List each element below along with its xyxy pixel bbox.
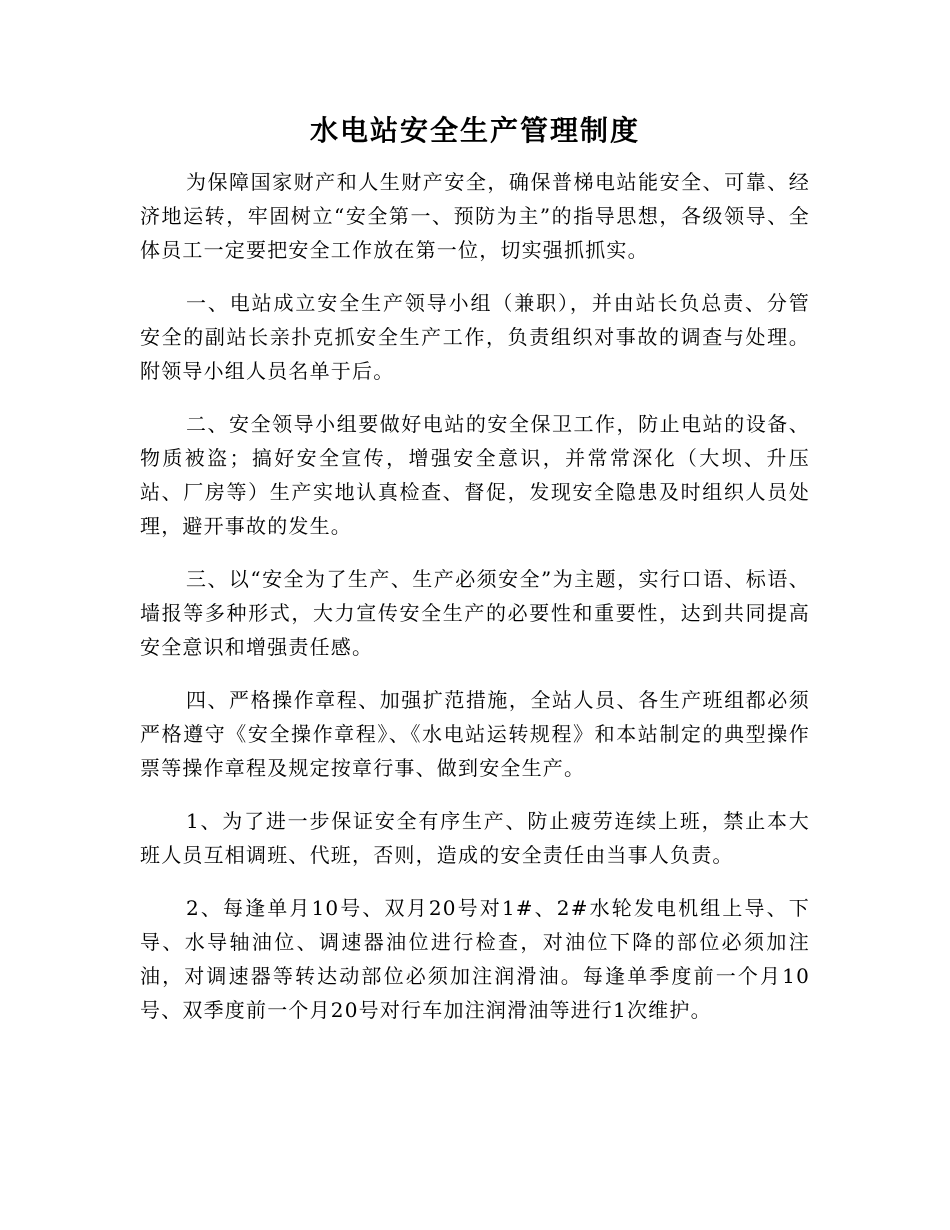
document-title: 水电站安全生产管理制度 [309,114,640,147]
paragraph-section-2: 二、安全领导小组要做好电站的安全保卫工作，防止电站的设备、物质被盗；搞好安全宣传，增强安全意识，并常常深化（大坝、升压站、厂房等）生产实地认真检查、督促，发现安全隐患及时组织人员处理，避开事故的发生。 [140,412,810,538]
paragraph-section-4: 四、严格操作章程、加强扩范措施，全站人员、各生产班组都必须严格遵守《安全操作章程》、《水电站运转规程》和本站制定的典型操作票等操作章程及规定按章行事、做到安全生产。 [140,688,810,780]
paragraph-item-2: 2、每逢单月10号、双月20号对1#、2#水轮发电机组上导、下导、水导轴油位、调速器油位进行检查，对油位下降的部位必须加注油，对调速器等转达动部位必须加注润滑油。每逢单季度前一个月10号、双季度前一个月20号对行车加注润滑油等进行1次维护。 [140,896,810,1022]
paragraph-section-3: 三、以“安全为了生产、生产必须安全”为主题，实行口语、标语、墙报等多种形式，大力宣传安全生产的必要性和重要性，达到共同提高安全意识和增强责任感。 [140,567,810,659]
paragraph-section-1: 一、电站成立安全生产领导小组（兼职），并由站长负总责、分管安全的副站长亲扑克抓安全生产工作，负责组织对事故的调查与处理。附领导小组人员名单于后。 [140,291,810,383]
paragraph-item-1: 1、为了进一步保证安全有序生产、防止疲劳连续上班，禁止本大班人员互相调班、代班，否则，造成的安全责任由当事人负责。 [140,809,810,867]
paragraph-intro: 为保障国家财产和人生财产安全，确保普梯电站能安全、可靠、经济地运转，牢固树立“安全第一、预防为主”的指导思想，各级领导、全体员工一定要把安全工作放在第一位，切实强抓抓实。 [140,170,810,262]
document-body [140,165,810,1046]
